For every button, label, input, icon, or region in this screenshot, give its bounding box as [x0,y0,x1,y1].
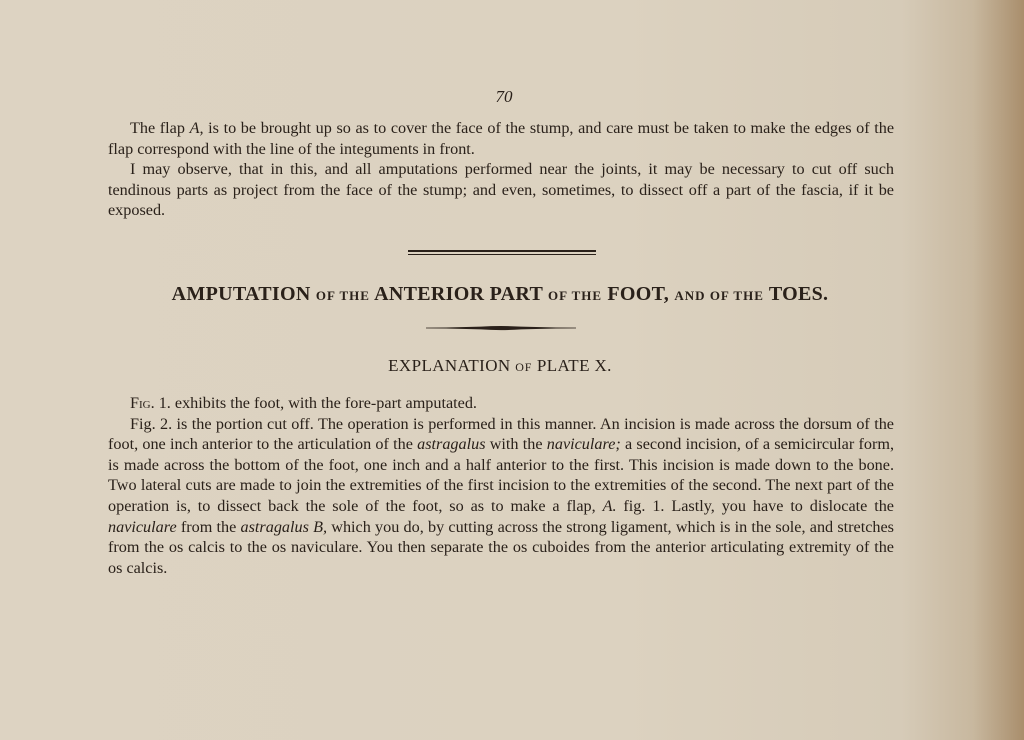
paragraph-observe: I may observe, that in this, and all amputations performed near the joints, it may be necessary to cut off such tendinous parts as project from the face of the stump; and even, sometimes, to dissect off a part of the fascia, if it be exposed. [108,160,894,220]
paragraph-text: with the [485,435,547,454]
heading-word: ANTERIOR PART [374,283,543,305]
figure-1-description [108,393,894,414]
swelled-rule-divider [426,324,576,332]
heading-word: AMPUTATION [171,283,311,305]
italic-term: naviculare [108,517,177,536]
flap-reference: A, [189,119,204,137]
heading-word: AND OF THE [674,288,764,303]
heading-word: FOOT, [607,283,670,305]
heading-word: OF THE [548,288,603,303]
paragraph-flap [108,118,894,159]
paragraph-text: a second incision, of a semicircular form, is made across the bottom of the foot, one inch and a half anterior to the first. This incision is made down to the bone. Two lateral cuts are made to join the extremities of the first incision to the extremities of the second. The next part of the operation is, to dissect back the sole of the foot, so as to make a flap, [108,435,894,515]
paragraph-text: is the portion cut off. The operation is performed in this manner. An incision is made across the dorsum of the foot, one inch anterior to the articulation of the [108,414,894,454]
italic-term: astragalus [417,435,486,454]
heading-word: EXPLANATION [388,356,511,375]
plate-heading [0,356,1000,376]
paragraph-text: The flap [130,119,190,137]
paragraph-text: exhibits the foot, with the fore-part amputated. [170,394,477,412]
double-rule-divider [408,250,596,255]
section-heading [0,283,1000,306]
plate-explanation-block [108,393,894,578]
paragraph-text: fig. 1. Lastly, you have to dislocate the [616,496,894,515]
italic-term: naviculare; [546,435,621,454]
paragraph-text: which you do, by cutting across the strong ligament, which is in the sole, and stretches from the os calcis to the os naviculare. You then separate the os cuboides from the anterior articulating extremity of the os calcis. [108,517,894,577]
heading-word: OF THE [315,288,370,303]
figure-2-description [108,414,894,579]
figure-label: Fig. 2. [130,414,173,433]
italic-term: A. [602,496,617,515]
italic-term: astragalus B, [240,517,328,536]
top-text-block [108,118,894,221]
paragraph-text: from the [176,517,241,536]
heading-word: OF [515,360,533,374]
figure-label: Fig. 1. [130,394,171,412]
heading-word: TOES. [768,283,829,305]
page-number: 70 [495,87,513,106]
paragraph-text: is to be brought up so as to cover the face of the stump, and care must be taken to make the edges of the flap correspond with the line of the integuments in front. [108,119,894,158]
heading-word: PLATE X. [536,356,612,375]
